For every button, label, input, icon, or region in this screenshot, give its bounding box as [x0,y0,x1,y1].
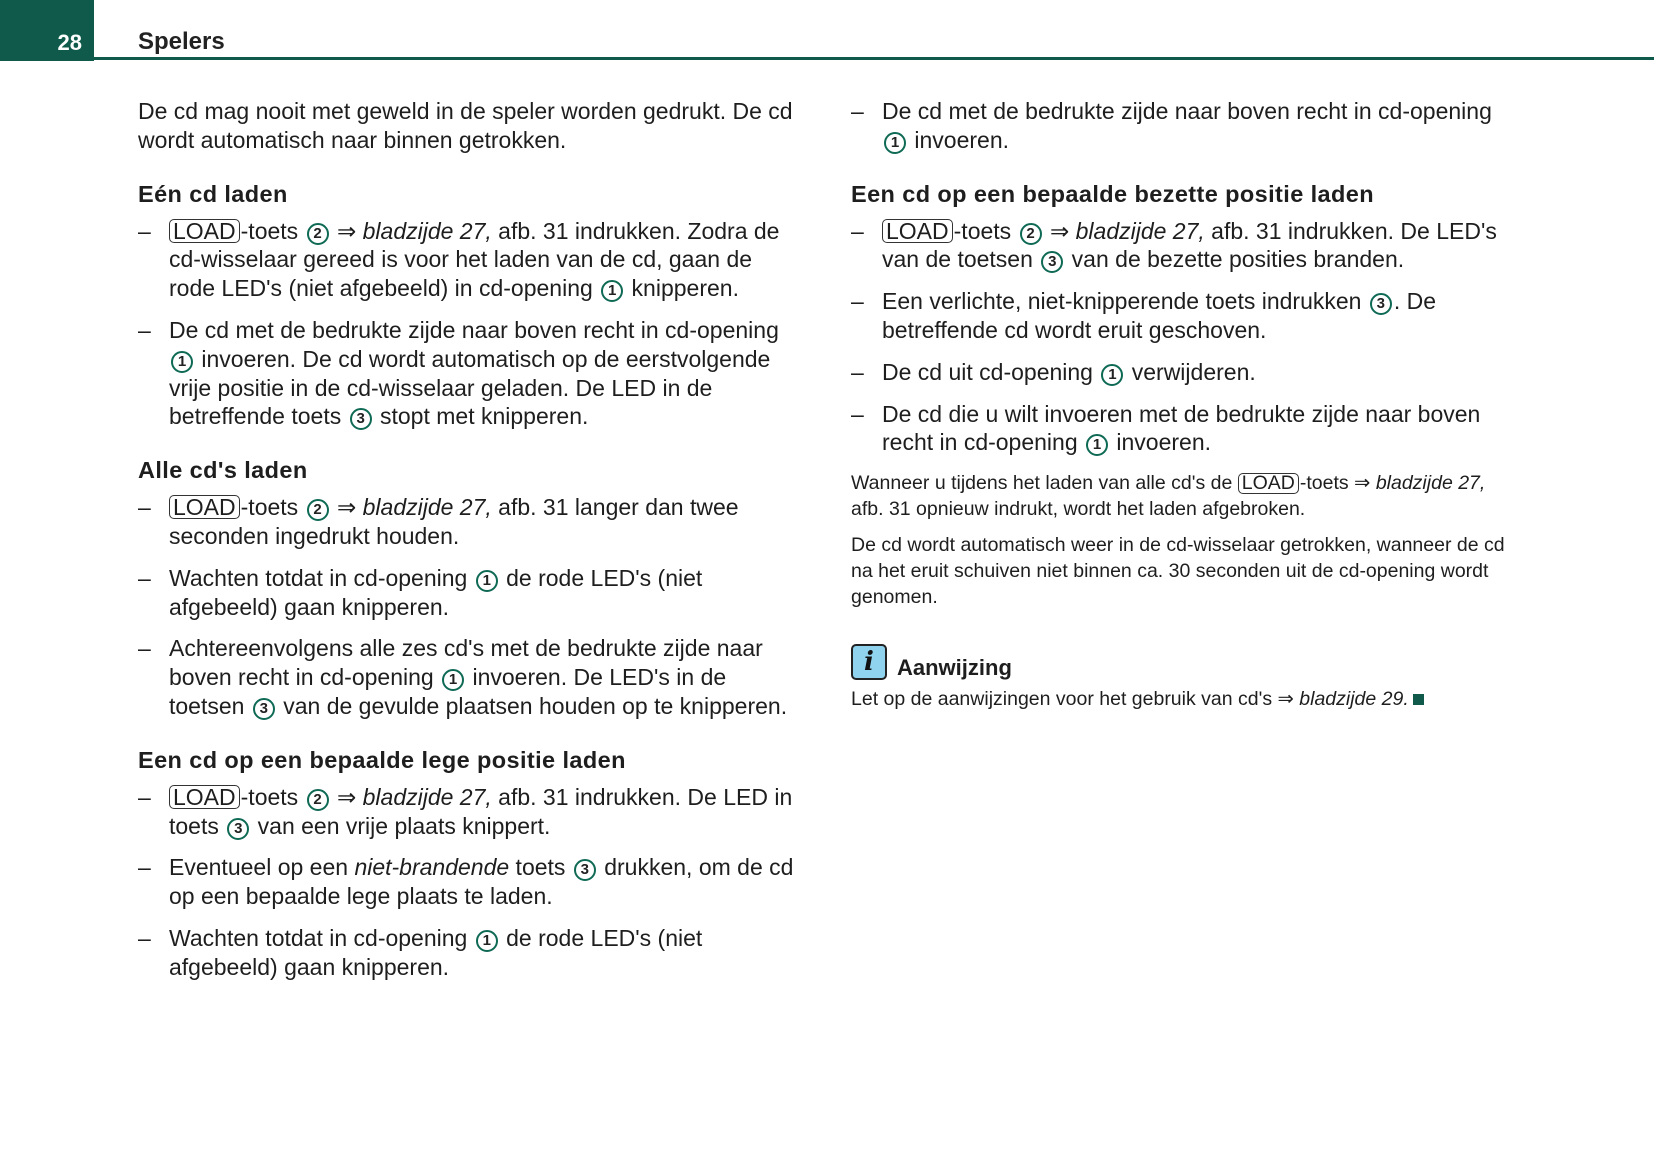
page-reference: bladzijde 29. [1299,688,1409,711]
paragraph [138,97,798,155]
text-run: De cd met de bedrukte zijde naar boven recht in cd-opening [169,316,779,343]
text-run: van de bezette posities branden. [1065,246,1405,273]
instruction-step [138,316,798,431]
text-run: Wachten totdat in cd-opening [169,924,474,951]
text-run: toets [509,854,572,881]
text-run: invoeren. De cd wordt automatisch op de eerstvolgende vrije positie in de cd-wisselaar geladen. De LED in de betreffende toets [169,345,771,430]
instruction-step [138,493,798,551]
instruction-step [138,783,798,841]
callout-number-circle: 1 [601,280,623,302]
load-key-label: LOAD [882,219,953,243]
callout-number-circle: 3 [253,698,275,720]
section-heading: Eén cd laden [138,180,288,207]
text-run: Wanneer u tijdens het laden van alle cd's de [851,472,1238,495]
text-run: . De betreffende cd wordt eruit geschoven. [882,288,1437,343]
instruction-step [138,634,798,720]
text-run: invoeren. De LED's in de toetsen [169,664,727,719]
page-title: Spelers [138,28,225,55]
text-run: ⇒ [330,494,363,521]
load-key-label: LOAD [169,495,240,519]
text-run: van de gevulde plaatsen houden op te knipperen. [276,692,788,719]
text-run: De cd wordt automatisch weer in de cd-wisselaar getrokken, wanneer de cd na het eruit schuiven niet binnen ca. 30 seconden uit de cd-opening wordt genomen. [851,534,1505,609]
instruction-step [851,97,1521,155]
text-run: stopt met knipperen. [373,403,589,430]
callout-number-circle: 3 [1041,251,1063,273]
page-number: 28 [57,30,82,55]
text-run: van een vrije plaats knippert. [251,812,551,839]
callout-number-circle: 1 [171,351,193,373]
left-column [138,97,798,995]
callout-number-circle: 2 [307,499,329,521]
text-run: De cd uit cd-opening [882,358,1100,385]
instruction-step [851,400,1521,458]
callout-number-circle: 2 [1020,223,1042,245]
bullet-dash: – [851,288,864,315]
load-key-label: LOAD [1238,473,1299,494]
load-key-label: LOAD [169,219,240,243]
info-icon: i [851,644,887,680]
callout-number-circle: 1 [476,570,498,592]
text-run: ⇒ [1043,217,1076,244]
text-run: afb. 31 indrukken. De LED's van de toetsen [882,217,1497,273]
paragraph [851,532,1521,610]
end-of-section-marker [1413,694,1424,705]
section-heading: Een cd op een bepaalde lege positie laden [138,746,626,773]
paragraph [851,470,1521,522]
page-reference: bladzijde 27, [1075,217,1205,244]
page-reference: niet-brandende [354,854,510,881]
page-reference: bladzijde 27, [1375,472,1486,495]
note-title: Aanwijzing [897,655,1012,681]
page-number-box [0,0,94,61]
instruction-step [138,564,798,622]
text-run: ⇒ [330,783,363,810]
callout-number-circle: 1 [1086,434,1108,456]
text-run: invoeren. [1110,429,1212,456]
instruction-step [138,924,798,982]
callout-number-circle: 1 [1101,364,1123,386]
bullet-dash: – [138,494,151,521]
text-run: De cd die u wilt invoeren met de bedrukte zijde naar boven recht in cd-opening [882,400,1481,456]
bullet-dash: – [851,98,864,124]
instruction-step [851,358,1521,387]
text-run: Eventueel op een [169,854,355,881]
text-run: De cd mag nooit met geweld in de speler worden gedrukt. De cd wordt automatisch naar binnen getrokken. [138,98,793,153]
text-run: Een verlichte, niet-knipperende toets indrukken [882,288,1368,315]
text-run: -toets ⇒ [1299,472,1376,495]
text-run: Let op de aanwijzingen voor het gebruik van cd's ⇒ [851,688,1300,711]
text-run: afb. 31 langer dan twee seconden ingedrukt houden. [169,494,739,549]
text-run: drukken, om de cd op een bepaalde lege plaats te laden. [169,854,794,910]
text-run: De cd met de bedrukte zijde naar boven recht in cd-opening [882,98,1492,124]
right-column [851,97,1521,722]
note-header [851,644,1521,680]
callout-number-circle: 2 [307,223,329,245]
bullet-dash: – [138,783,151,810]
text-run: Wachten totdat in cd-opening [169,564,474,591]
text-run: de rode LED's (niet afgebeeld) gaan knipperen. [169,564,703,620]
section-heading: Alle cd's laden [138,457,308,484]
text-run: invoeren. [908,126,1010,153]
instruction-step [138,217,798,303]
instruction-step [138,853,798,911]
callout-number-circle: 3 [350,408,372,430]
callout-number-circle: 2 [307,789,329,811]
page-reference: bladzijde 27, [362,217,492,244]
bullet-dash: – [138,316,151,343]
bullet-dash: – [851,358,864,385]
text-run: ⇒ [330,217,363,244]
callout-number-circle: 3 [574,859,596,881]
callout-number-circle: 1 [476,930,498,952]
section-heading: Een cd op een bepaalde bezette positie laden [851,180,1374,207]
callout-number-circle: 1 [884,132,906,154]
header-rule [94,57,1654,60]
text-run: de rode LED's (niet afgebeeld) gaan knipperen. [169,924,703,980]
text-run: -toets [953,217,1018,244]
callout-number-circle: 3 [227,818,249,840]
text-run: knipperen. [625,275,739,302]
bullet-dash: – [138,924,151,951]
instruction-step [851,287,1521,345]
text-run: afb. 31 indrukken. Zodra de cd-wisselaar gereed is voor het laden van de cd, gaan de rode LED's (niet afgebeeld) in cd-opening [169,217,780,302]
bullet-dash: – [851,400,864,427]
text-run: -toets [240,217,305,244]
text-run: -toets [240,783,305,810]
page-reference: bladzijde 27, [362,494,492,521]
text-run: afb. 31 opnieuw indrukt, wordt het laden afgebroken. [851,498,1306,521]
bullet-dash: – [138,217,151,244]
text-run: Achtereenvolgens alle zes cd's met de bedrukte zijde naar boven recht in cd-opening [169,635,763,691]
text-run: -toets [240,494,305,521]
bullet-dash: – [851,217,864,244]
instruction-step [851,217,1521,275]
text-run: verwijderen. [1125,358,1256,385]
bullet-dash: – [138,635,151,662]
text-run: afb. 31 indrukken. De LED in toets [169,783,793,839]
callout-number-circle: 1 [442,669,464,691]
note-text [851,686,1521,712]
bullet-dash: – [138,854,151,881]
page-reference: bladzijde 27, [362,783,492,810]
load-key-label: LOAD [169,785,240,809]
callout-number-circle: 3 [1370,293,1392,315]
bullet-dash: – [138,564,151,591]
